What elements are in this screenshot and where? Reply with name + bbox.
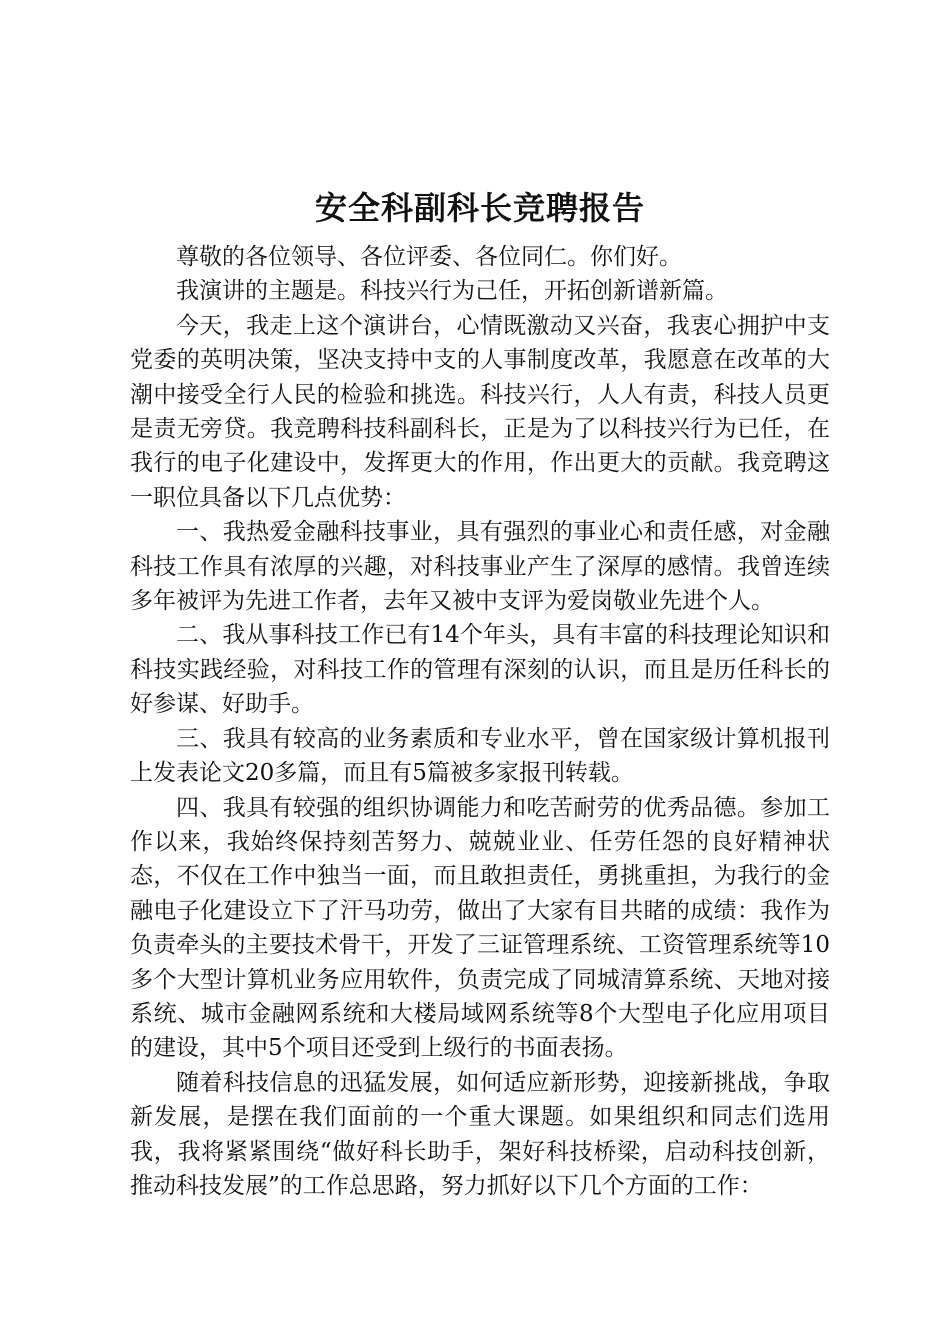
paragraph-advantage-3: 三、我具有较高的业务素质和专业水平，曾在国家级计算机报刊上发表论文20多篇，而且有5篇被多家报刊转载。 [130, 725, 830, 787]
document-title: 安全科副科长竞聘报告 [314, 189, 645, 227]
paragraph-advantage-2: 二、我从事科技工作已有14个年头，具有丰富的科技理论知识和科技实践经验，对科技工作的管理有深刻的认识，而且是历任科长的好参谋、好助手。 [130, 622, 830, 718]
paragraph-greeting: 尊敬的各位领导、各位评委、各位同仁。你们好。 [176, 244, 682, 270]
paragraph-advantage-4: 四、我具有较强的组织协调能力和吃苦耐劳的优秀品德。参加工作以来，我始终保持刻苦努力、兢兢业业、任劳任怨的良好精神状态，不仅在工作中独当一面，而且敢担责任，勇挑重担，为我行的金融电子化建设立下了汗马功劳，做出了大家有目共睹的成绩：我作为负责牵头的主要技术骨干，开发了三证管理系统、工资管理系统等10多个大型计算机业务应用软件，负责完成了同城清算系统、天地对接系统、城市金融网系统和大楼局域网系统等8个大型电子化应用项目的建设，其中5个项目还受到上级行的书面表扬。 [130, 794, 830, 1062]
paragraph-theme: 我演讲的主题是。科技兴行为己任，开拓创新谱新篇。 [176, 278, 728, 305]
paragraph-intro: 今天，我走上这个演讲台，心情既激动又兴奋，我衷心拥护中支党委的英明决策，坚决支持中支的人事制度改革，我愿意在改革的大潮中接受全行人民的检验和挑选。科技兴行，人人有责，科技人员更是责无旁贷。我竞聘科技科副科长，正是为了以科技兴行为已任，在我行的电子化建设中，发挥更大的作用，作出更大的贡献。我竞聘这一职位具备以下几点优势： [130, 312, 830, 511]
document-body [130, 186, 830, 1203]
paragraph-plan: 随着科技信息的迅猛发展，如何适应新形势，迎接新挑战，争取新发展，是摆在我们面前的一个重大课题。如果组织和同志们选用我，我将紧紧围绕“做好科长助手，架好科技桥梁，启动科技创新，推动科技发展”的工作总思路，努力抓好以下几个方面的工作： [130, 1069, 830, 1199]
paragraph-advantage-1: 一、我热爱金融科技事业，具有强烈的事业心和责任感，对金融科技工作具有浓厚的兴趣，对科技事业产生了深厚的感情。我曾连续多年被评为先进工作者，去年又被中支评为爱岗敬业先进个人。 [130, 519, 830, 615]
